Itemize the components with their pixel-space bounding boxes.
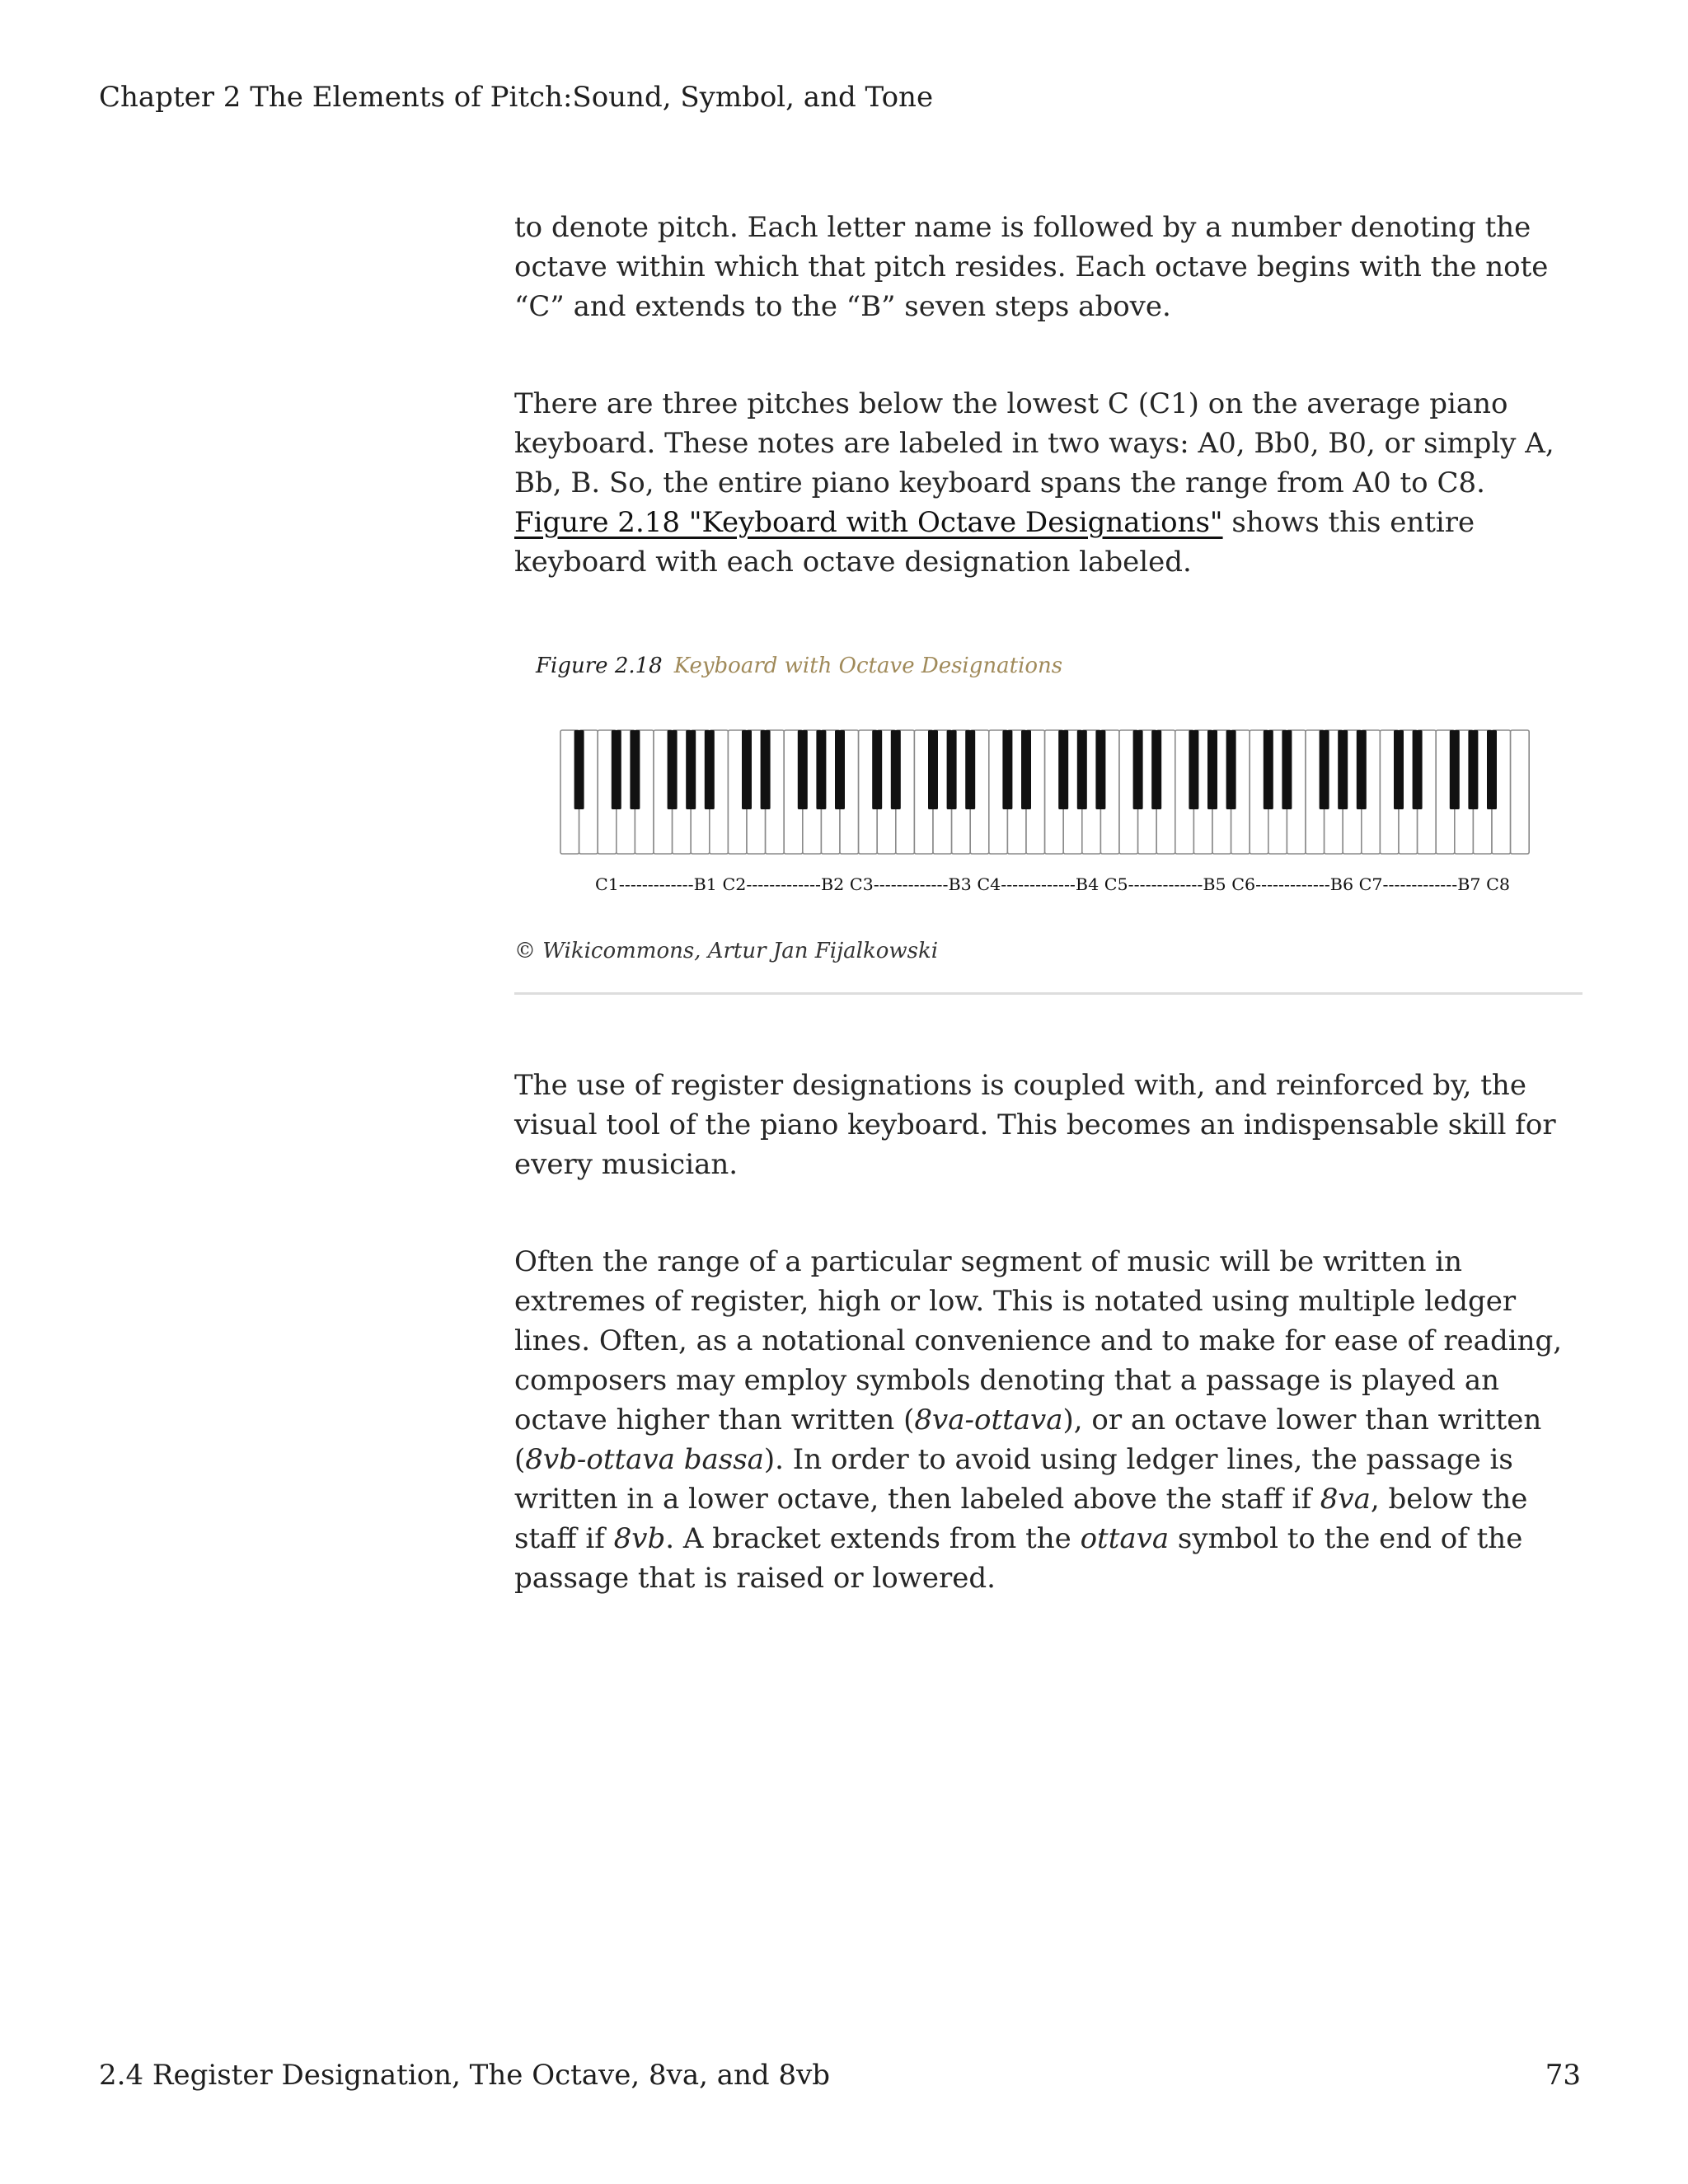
paragraph-keyboard-range <box>514 384 1586 582</box>
paragraph-text: . A bracket extends from the <box>665 1522 1081 1555</box>
black-key <box>1413 730 1423 809</box>
figure-title: Keyboard with Octave Designations <box>673 654 1063 678</box>
black-key <box>686 730 696 809</box>
white-key <box>1511 730 1530 854</box>
black-key <box>1151 730 1161 809</box>
paragraph-text: Often the range of a particular segment of music will be written in extremes of register, high or low. This is notated using multiple ledger lines. Often, as a notational convenience and to make for ease of reading, composers may employ symbols denoting that a passage is played an octave higher than written ( <box>514 1245 1563 1436</box>
black-key <box>1207 730 1217 809</box>
paragraph-text: ). In order to avoid using ledger lines, the passage is written in a lower octave, then labeled above the staff if <box>514 1443 1513 1516</box>
page-content <box>514 208 1586 1598</box>
black-key <box>1320 730 1329 809</box>
emphasis-term: 8vb <box>613 1522 666 1555</box>
black-key <box>965 730 975 809</box>
figure-number: Figure 2.18 <box>536 654 663 678</box>
emphasis-term: ottava <box>1080 1522 1170 1555</box>
black-key <box>1133 730 1143 809</box>
black-key <box>816 730 826 809</box>
black-key <box>891 730 901 809</box>
running-footer: 2.4 Register Designation, The Octave, 8va, and 8vb <box>99 2059 831 2092</box>
paragraph-octave-naming: to denote pitch. Each letter name is followed by a number denoting the octave within which that pitch resides. Each octave begins with the note “C” and extends to the “B” seven steps above. <box>514 211 1549 323</box>
black-key <box>928 730 938 809</box>
paragraph-ottava <box>514 1242 1586 1598</box>
black-key <box>630 730 640 809</box>
page-number: 73 <box>1545 2059 1581 2092</box>
emphasis-term: 8vb-ottava bassa <box>525 1443 764 1476</box>
octave-designation-label: C1-------------B1 C2-------------B2 C3-------------B3 C4-------------B4 C5-------------B5 C6-------------B6 C7-------------B7 C8 <box>595 874 1510 894</box>
paragraph-text: There are three pitches below the lowest C (C1) on the average piano keyboard. These notes are labeled in two ways: A0, Bb0, B0, or simply A, Bb, B. So, the entire piano keyboard spans the range from A0 to C8. <box>514 387 1554 499</box>
black-key <box>1338 730 1348 809</box>
black-key <box>835 730 845 809</box>
black-key <box>798 730 808 809</box>
piano-keyboard-image <box>557 727 1546 908</box>
figure-2-18-link[interactable]: Figure 2.18 "Keyboard with Octave Designations" <box>514 506 1223 539</box>
black-key <box>668 730 678 809</box>
black-key <box>761 730 771 809</box>
black-key <box>1002 730 1012 809</box>
black-key <box>1468 730 1478 809</box>
image-credit: © Wikicommons, Artur Jan Fijalkowski <box>514 939 939 963</box>
running-header: Chapter 2 The Elements of Pitch:Sound, Symbol, and Tone <box>99 81 934 114</box>
black-key <box>1189 730 1198 809</box>
black-key <box>1282 730 1292 809</box>
black-key <box>1077 730 1087 809</box>
black-key <box>574 730 584 809</box>
emphasis-term: 8va-ottava <box>914 1404 1063 1436</box>
paragraph-text: , below the staff if <box>514 1483 1528 1555</box>
black-key <box>947 730 957 809</box>
black-key <box>1226 730 1236 809</box>
black-key <box>1394 730 1404 809</box>
black-key <box>872 730 882 809</box>
black-key <box>1264 730 1273 809</box>
black-key <box>1095 730 1105 809</box>
black-key <box>1058 730 1068 809</box>
black-key <box>1357 730 1367 809</box>
paragraph-text: ), or an octave lower than written ( <box>514 1404 1542 1476</box>
black-key <box>1487 730 1497 809</box>
piano-keyboard-figure <box>514 727 1586 908</box>
emphasis-term: 8va <box>1320 1483 1371 1516</box>
figure-divider <box>514 992 1582 995</box>
black-key <box>612 730 621 809</box>
black-key <box>1450 730 1460 809</box>
black-key <box>742 730 752 809</box>
paragraph-text: symbol to the end of the passage that is raised or lowered. <box>514 1522 1523 1595</box>
black-key <box>705 730 715 809</box>
paragraph-text: shows this entire keyboard with each octave designation labeled. <box>514 506 1475 579</box>
black-key <box>1021 730 1031 809</box>
figure-caption <box>514 651 1586 681</box>
paragraph-register-designations: The use of register designations is coupled with, and reinforced by, the visual tool of the piano keyboard. This becomes an indispensable skill for every musician. <box>514 1069 1556 1181</box>
